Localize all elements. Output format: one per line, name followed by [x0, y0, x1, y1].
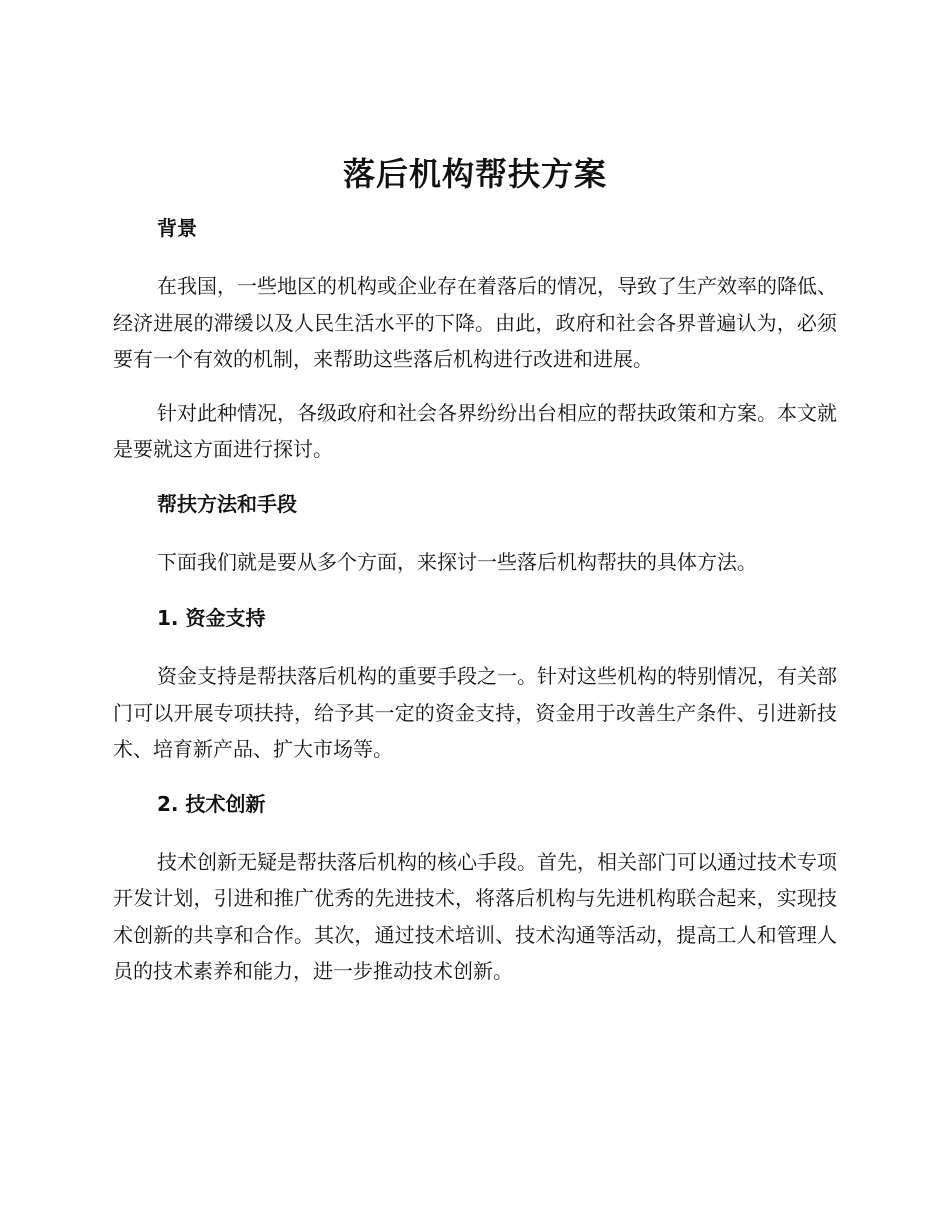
- background-paragraph-1: 在我国，一些地区的机构或企业存在着落后的情况，导致了生产效率的降低、经济进展的滞缓以及人民生活水平的下降。由此，政府和社会各界普遍认为，必须要有一个有效的机制，来帮助这些落后机构进行改进和进展。: [113, 274, 837, 371]
- methods-paragraph: 下面我们就是要从多个方面，来探讨一些落后机构帮扶的具体方法。: [157, 549, 757, 574]
- tech-paragraph: 技术创新无疑是帮扶落后机构的核心手段。首先，相关部门可以通过技术专项开发计划，引进和推广优秀的先进技术，将落后机构与先进机构联合起来，实现技术创新的共享和合作。其次，通过技术培训、技术沟通等活动，提高工人和管理人员的技术素养和能力，进一步推动技术创新。: [113, 849, 837, 983]
- background-paragraph-2: 针对此种情况，各级政府和社会各界纷纷出台相应的帮扶政策和方案。本文就是要就这方面进行探讨。: [113, 400, 837, 461]
- section-heading-methods: 帮扶方法和手段: [157, 491, 297, 516]
- document-title: 落后机构帮扶方案: [342, 155, 607, 193]
- section-heading-background: 背景: [157, 216, 197, 240]
- funding-paragraph: 资金支持是帮扶落后机构的重要手段之一。针对这些机构的特别情况，有关部门可以开展专项扶持，给予其一定的资金支持，资金用于改善生产条件、引进新技术、培育新产品、扩大市场等。: [113, 664, 837, 761]
- section-heading-funding: 1. 资金支持: [157, 606, 266, 630]
- section-heading-tech: 2. 技术创新: [157, 791, 266, 816]
